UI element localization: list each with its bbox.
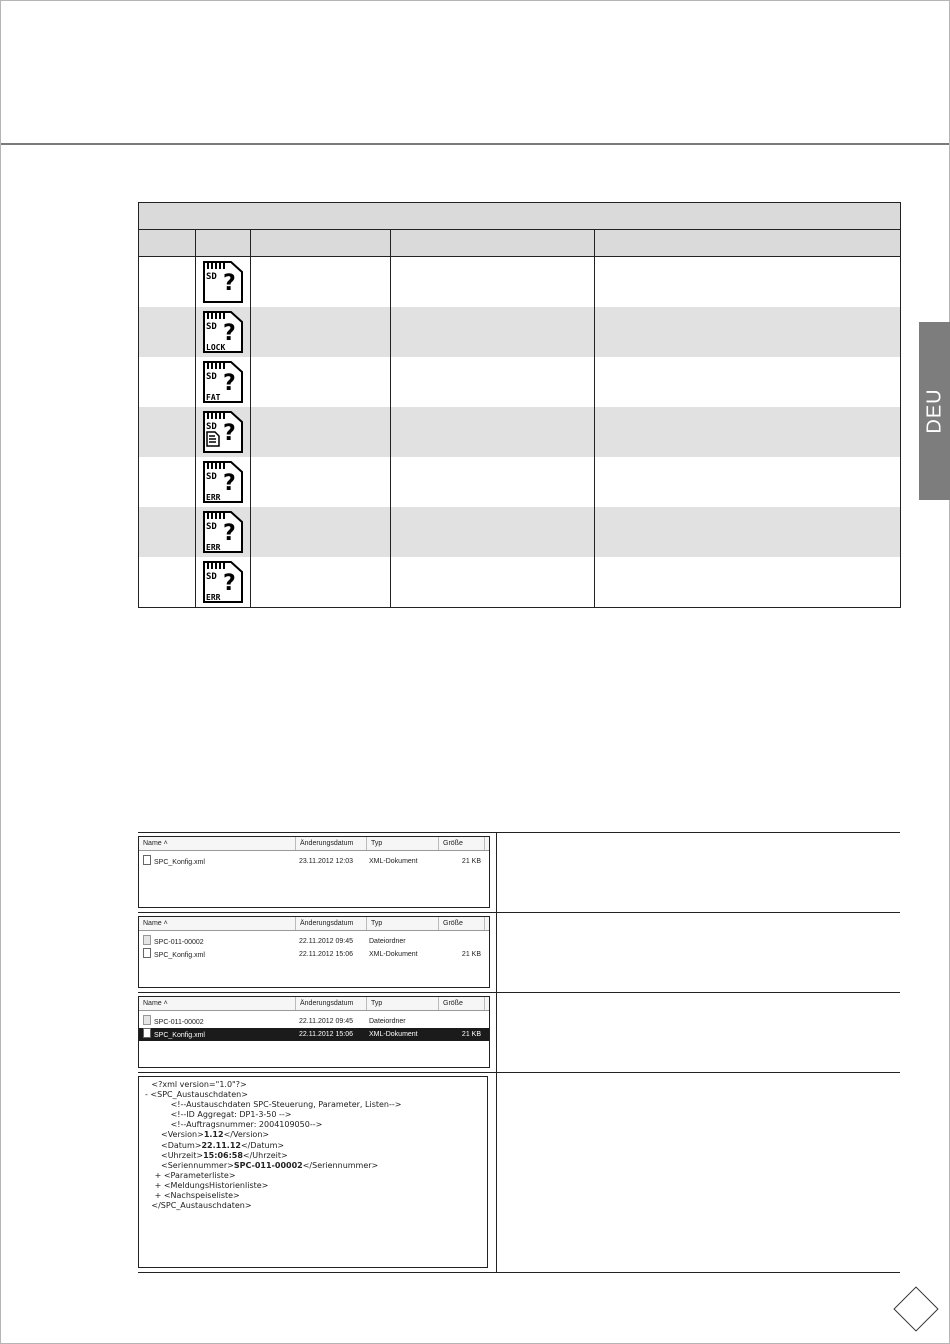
sd-icon-label: LOCK bbox=[206, 343, 226, 352]
svg-text:?: ? bbox=[223, 371, 236, 396]
table-row bbox=[139, 357, 901, 407]
xml-line: <Uhrzeit>15:06:58</Uhrzeit> bbox=[161, 1150, 288, 1160]
icon-cell bbox=[196, 457, 251, 507]
table-cell bbox=[391, 307, 595, 357]
table-row bbox=[139, 457, 901, 507]
xml-line: <!--Austauschdaten SPC-Steuerung, Parameter, Listen--> bbox=[170, 1100, 402, 1110]
folder-icon bbox=[143, 935, 151, 945]
column-header-size[interactable]: Größe bbox=[439, 997, 485, 1010]
table-header-cell bbox=[251, 230, 391, 257]
table-title-cell bbox=[139, 203, 901, 230]
step-row bbox=[138, 832, 900, 912]
sd-card-unknown-icon bbox=[201, 260, 245, 304]
step-row bbox=[138, 1072, 900, 1273]
sd-card-error-icon bbox=[201, 460, 245, 504]
column-header-type[interactable]: Typ bbox=[367, 997, 439, 1010]
icon-cell bbox=[196, 507, 251, 557]
table-cell bbox=[391, 557, 595, 608]
explorer-header bbox=[139, 917, 489, 931]
explorer-header bbox=[139, 997, 489, 1011]
usb-steps bbox=[138, 832, 900, 1273]
table-header-cell bbox=[139, 230, 196, 257]
table-cell bbox=[391, 407, 595, 457]
table-cell bbox=[251, 307, 391, 357]
xml-file-icon bbox=[143, 948, 151, 958]
table-cell bbox=[251, 257, 391, 308]
column-header-size[interactable]: Größe bbox=[439, 837, 485, 850]
sd-card-lock-icon bbox=[201, 310, 245, 354]
table-row bbox=[139, 557, 901, 608]
table-row bbox=[139, 257, 901, 308]
column-header-date[interactable]: Änderungsdatum bbox=[296, 997, 367, 1010]
xml-line: + <Nachspeiseliste> bbox=[154, 1191, 240, 1201]
svg-text:?: ? bbox=[223, 521, 236, 546]
table-cell bbox=[251, 557, 391, 608]
step-row bbox=[138, 912, 900, 992]
svg-text:?: ? bbox=[223, 421, 236, 446]
column-header-date[interactable]: Änderungsdatum bbox=[296, 837, 367, 850]
sort-arrow-icon: ˄ bbox=[161, 920, 168, 927]
sd-icon-label: ERR bbox=[206, 593, 221, 602]
sd-card-fat-icon bbox=[201, 360, 245, 404]
svg-text:?: ? bbox=[223, 471, 236, 496]
explorer-header bbox=[139, 837, 489, 851]
table-cell bbox=[139, 507, 196, 557]
sd-card-error-icon bbox=[201, 560, 245, 604]
header-divider bbox=[1, 143, 949, 145]
svg-text:SD: SD bbox=[206, 322, 217, 332]
table-cell bbox=[595, 507, 901, 557]
sd-icon-label: ERR bbox=[206, 493, 221, 502]
xml-file-icon bbox=[143, 1028, 151, 1038]
column-header-size[interactable]: Größe bbox=[439, 917, 485, 930]
table-row bbox=[139, 507, 901, 557]
table-row bbox=[139, 407, 901, 457]
xml-line: <!--Auftragsnummer: 2004109050--> bbox=[170, 1120, 323, 1130]
step-description bbox=[497, 833, 900, 912]
file-row[interactable]: SPC_Konfig.xml 23.11.2012 12:03 XML-Dokument 21 KB bbox=[139, 855, 489, 868]
column-header-type[interactable]: Typ bbox=[367, 917, 439, 930]
svg-text:SD: SD bbox=[206, 472, 217, 482]
icon-cell bbox=[196, 307, 251, 357]
table-cell bbox=[251, 457, 391, 507]
table-cell bbox=[139, 257, 196, 308]
step-row bbox=[138, 992, 900, 1072]
xml-line: - <SPC_Austauschdaten> bbox=[145, 1090, 248, 1100]
file-row[interactable]: SPC_Konfig.xml 22.11.2012 15:06 XML-Dokument 21 KB bbox=[139, 1028, 489, 1041]
xml-line: + <Parameterliste> bbox=[154, 1170, 236, 1180]
language-tab-label: DEU bbox=[923, 388, 945, 434]
table-cell bbox=[595, 457, 901, 507]
xml-line: <Datum>22.11.12</Datum> bbox=[161, 1140, 285, 1150]
table-cell bbox=[251, 507, 391, 557]
xml-line: <Version>1.12</Version> bbox=[161, 1130, 270, 1140]
sd-icon-label: FAT bbox=[206, 393, 221, 402]
table-cell bbox=[251, 407, 391, 457]
xml-line: <?xml version="1.0"?> bbox=[151, 1080, 247, 1089]
xml-line: + <MeldungsHistorienliste> bbox=[154, 1180, 269, 1190]
icon-cell bbox=[196, 257, 251, 308]
explorer-window bbox=[138, 836, 490, 908]
icon-cell bbox=[196, 557, 251, 608]
xml-line: </SPC_Austauschdaten> bbox=[151, 1201, 252, 1211]
table-cell bbox=[139, 307, 196, 357]
table-cell bbox=[139, 557, 196, 608]
sd-card-error-icon bbox=[201, 510, 245, 554]
explorer-window bbox=[138, 916, 490, 988]
table-cell bbox=[391, 507, 595, 557]
table-cell bbox=[595, 557, 901, 608]
file-row[interactable]: SPC-011-00002 22.11.2012 09:45 Dateiordner bbox=[139, 935, 489, 948]
column-header-date[interactable]: Änderungsdatum bbox=[296, 917, 367, 930]
file-row[interactable]: SPC_Konfig.xml 22.11.2012 15:06 XML-Dokument 21 KB bbox=[139, 948, 489, 961]
table-cell bbox=[139, 407, 196, 457]
table-cell bbox=[139, 357, 196, 407]
sort-arrow-icon: ˄ bbox=[161, 1000, 168, 1007]
svg-text:SD: SD bbox=[206, 422, 217, 432]
sort-arrow-icon: ˄ bbox=[161, 840, 168, 847]
step-description bbox=[497, 1073, 900, 1272]
svg-text:SD: SD bbox=[206, 272, 217, 282]
table-cell bbox=[251, 357, 391, 407]
sd-card-document-icon bbox=[201, 410, 245, 454]
icon-cell bbox=[196, 407, 251, 457]
step-description bbox=[497, 993, 900, 1072]
column-header-name[interactable]: Name ˄ bbox=[139, 997, 296, 1010]
table-header-cell bbox=[391, 230, 595, 257]
svg-text:SD: SD bbox=[206, 522, 217, 532]
table-cell bbox=[595, 407, 901, 457]
svg-text:SD: SD bbox=[206, 572, 217, 582]
svg-text:?: ? bbox=[223, 271, 236, 296]
icon-cell bbox=[196, 357, 251, 407]
svg-text:SD: SD bbox=[206, 372, 217, 382]
sd-icon-label: ERR bbox=[206, 543, 221, 552]
table-cell bbox=[139, 457, 196, 507]
table-header-cell bbox=[196, 230, 251, 257]
folder-icon bbox=[143, 1015, 151, 1025]
language-tab[interactable] bbox=[919, 322, 950, 500]
table-row bbox=[139, 307, 901, 357]
svg-text:?: ? bbox=[223, 321, 236, 346]
table-cell bbox=[391, 357, 595, 407]
column-header-name[interactable]: Name ˄ bbox=[139, 837, 296, 850]
step-description bbox=[497, 913, 900, 992]
xml-line: <!--ID Aggregat: DP1-3-50 --> bbox=[170, 1110, 292, 1120]
table-cell bbox=[391, 457, 595, 507]
file-row[interactable]: SPC-011-00002 22.11.2012 09:45 Dateiordner bbox=[139, 1015, 489, 1028]
table-header-cell bbox=[595, 230, 901, 257]
xml-viewer bbox=[138, 1076, 488, 1268]
sd-status-table bbox=[138, 202, 901, 608]
table-cell bbox=[595, 257, 901, 308]
svg-text:?: ? bbox=[223, 571, 236, 596]
xml-line: <Seriennummer>SPC-011-00002</Seriennummer> bbox=[161, 1160, 379, 1170]
table-cell bbox=[391, 257, 595, 308]
column-header-name[interactable]: Name ˄ bbox=[139, 917, 296, 930]
column-header-type[interactable]: Typ bbox=[367, 837, 439, 850]
table-cell bbox=[595, 357, 901, 407]
explorer-window bbox=[138, 996, 490, 1068]
table-cell bbox=[595, 307, 901, 357]
xml-file-icon bbox=[143, 855, 151, 865]
